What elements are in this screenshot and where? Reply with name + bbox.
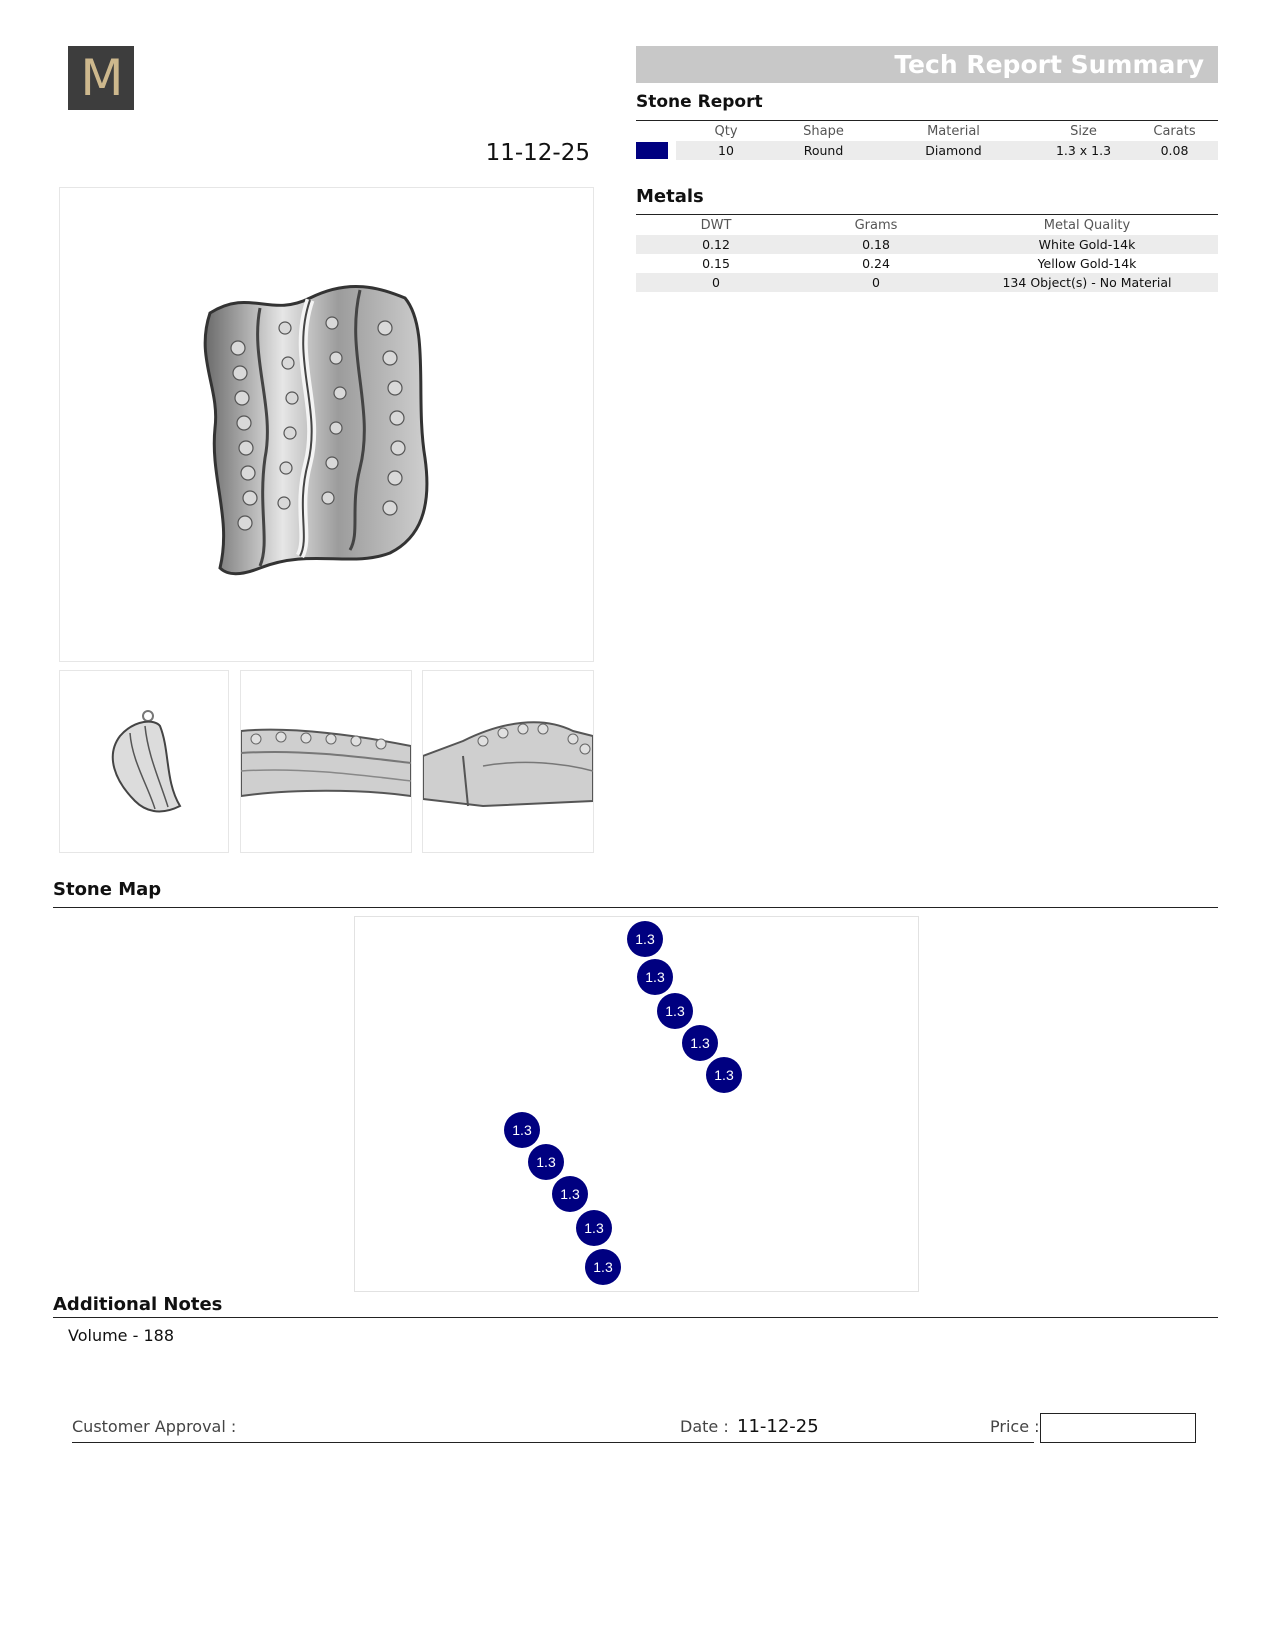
- metal-quality: Yellow Gold-14k: [1037, 256, 1137, 271]
- pendant-render-image: [60, 188, 593, 661]
- stone-report-header-row: [636, 122, 1218, 141]
- customer-approval-field[interactable]: [310, 1410, 650, 1436]
- stone-marker: [576, 1210, 612, 1246]
- stone-shape: Round: [776, 141, 871, 160]
- report-date: 11-12-25: [485, 140, 590, 166]
- metal-dwt: 0: [636, 273, 796, 292]
- metals-table: [636, 216, 1218, 292]
- approval-signature-line: [72, 1442, 1034, 1443]
- stone-color-cell: [636, 141, 676, 160]
- thumbnail-front-image: [60, 671, 228, 852]
- stone-marker: [637, 959, 673, 995]
- stone-marker: [504, 1112, 540, 1148]
- metal-grams: 0: [796, 273, 956, 292]
- metal-quality: White Gold-14k: [956, 235, 1218, 254]
- column-header-carats: Carats: [1153, 124, 1196, 139]
- stone-marker: [657, 993, 693, 1029]
- stone-size-label: 1.3: [536, 1154, 556, 1170]
- stone-map-diagram: [355, 917, 918, 1291]
- column-header-grams: Grams: [854, 218, 898, 233]
- metal-grams: 0.18: [796, 235, 956, 254]
- column-header-metal-quality: Metal Quality: [1043, 218, 1131, 233]
- notes-text: Volume - 188: [68, 1326, 174, 1345]
- stone-report-table: [636, 122, 1218, 160]
- stone-marker: [706, 1057, 742, 1093]
- additional-notes-rule: [53, 1317, 1218, 1318]
- stone-marker: [585, 1249, 621, 1285]
- table-row: [636, 254, 1218, 273]
- column-header-shape: Shape: [803, 124, 844, 139]
- stone-report-rule: [636, 120, 1218, 121]
- thumbnail-perspective-view: [422, 670, 594, 853]
- price-input-box[interactable]: [1040, 1413, 1196, 1443]
- metals-rule: [636, 214, 1218, 215]
- column-header-dwt: DWT: [700, 218, 732, 233]
- stone-size-label: 1.3: [645, 969, 665, 985]
- stone-qty: 10: [676, 141, 776, 160]
- column-header-size: Size: [1070, 124, 1097, 139]
- company-logo: [68, 46, 134, 110]
- stone-map-panel: [354, 916, 919, 1292]
- stone-map-heading: Stone Map: [53, 879, 162, 900]
- metal-quality: 134 Object(s) - No Material: [956, 273, 1218, 292]
- report-title: Tech Report Summary: [894, 50, 1204, 79]
- stone-size-label: 1.3: [665, 1003, 685, 1019]
- stone-material: Diamond: [871, 141, 1036, 160]
- metals-header-row: [636, 216, 1218, 235]
- thumbnail-side-image: [241, 671, 411, 852]
- main-render-panel: [59, 187, 594, 662]
- metal-dwt: 0.15: [702, 256, 730, 271]
- stone-marker: [528, 1144, 564, 1180]
- stone-marker: [552, 1176, 588, 1212]
- stone-map-rule: [53, 907, 1218, 908]
- stone-carats: 0.08: [1131, 141, 1218, 160]
- table-row: [636, 235, 1218, 254]
- stone-size-label: 1.3: [560, 1186, 580, 1202]
- swatch-column-header: [636, 122, 676, 141]
- column-header-material: Material: [927, 124, 980, 139]
- stone-size-label: 1.3: [690, 1035, 710, 1051]
- stone-size-label: 1.3: [593, 1259, 613, 1275]
- title-banner: [636, 46, 1218, 83]
- table-row: [636, 273, 1218, 292]
- additional-notes-heading: Additional Notes: [53, 1294, 223, 1315]
- price-label: Price :: [990, 1417, 1040, 1436]
- stone-size: 1.3 x 1.3: [1036, 141, 1131, 160]
- thumbnail-perspective-image: [423, 671, 593, 852]
- metals-heading: Metals: [636, 186, 704, 207]
- stone-marker: [682, 1025, 718, 1061]
- metal-dwt: 0.12: [636, 235, 796, 254]
- metal-grams: 0.24: [862, 256, 890, 271]
- stone-size-label: 1.3: [512, 1122, 532, 1138]
- stone-size-label: 1.3: [584, 1220, 604, 1236]
- stone-size-label: 1.3: [635, 931, 655, 947]
- thumbnail-side-view: [240, 670, 412, 853]
- customer-approval-label: Customer Approval :: [72, 1417, 237, 1436]
- thumbnail-front-view: [59, 670, 229, 853]
- stone-marker: [627, 921, 663, 957]
- stone-size-label: 1.3: [714, 1067, 734, 1083]
- stone-report-heading: Stone Report: [636, 92, 763, 112]
- table-row: [636, 141, 1218, 160]
- logo-letter: M: [80, 49, 122, 107]
- stone-color-swatch: [636, 142, 668, 159]
- column-header-qty: Qty: [714, 124, 738, 139]
- date-label: Date :: [680, 1417, 729, 1436]
- approval-date-value: 11-12-25: [737, 1416, 819, 1437]
